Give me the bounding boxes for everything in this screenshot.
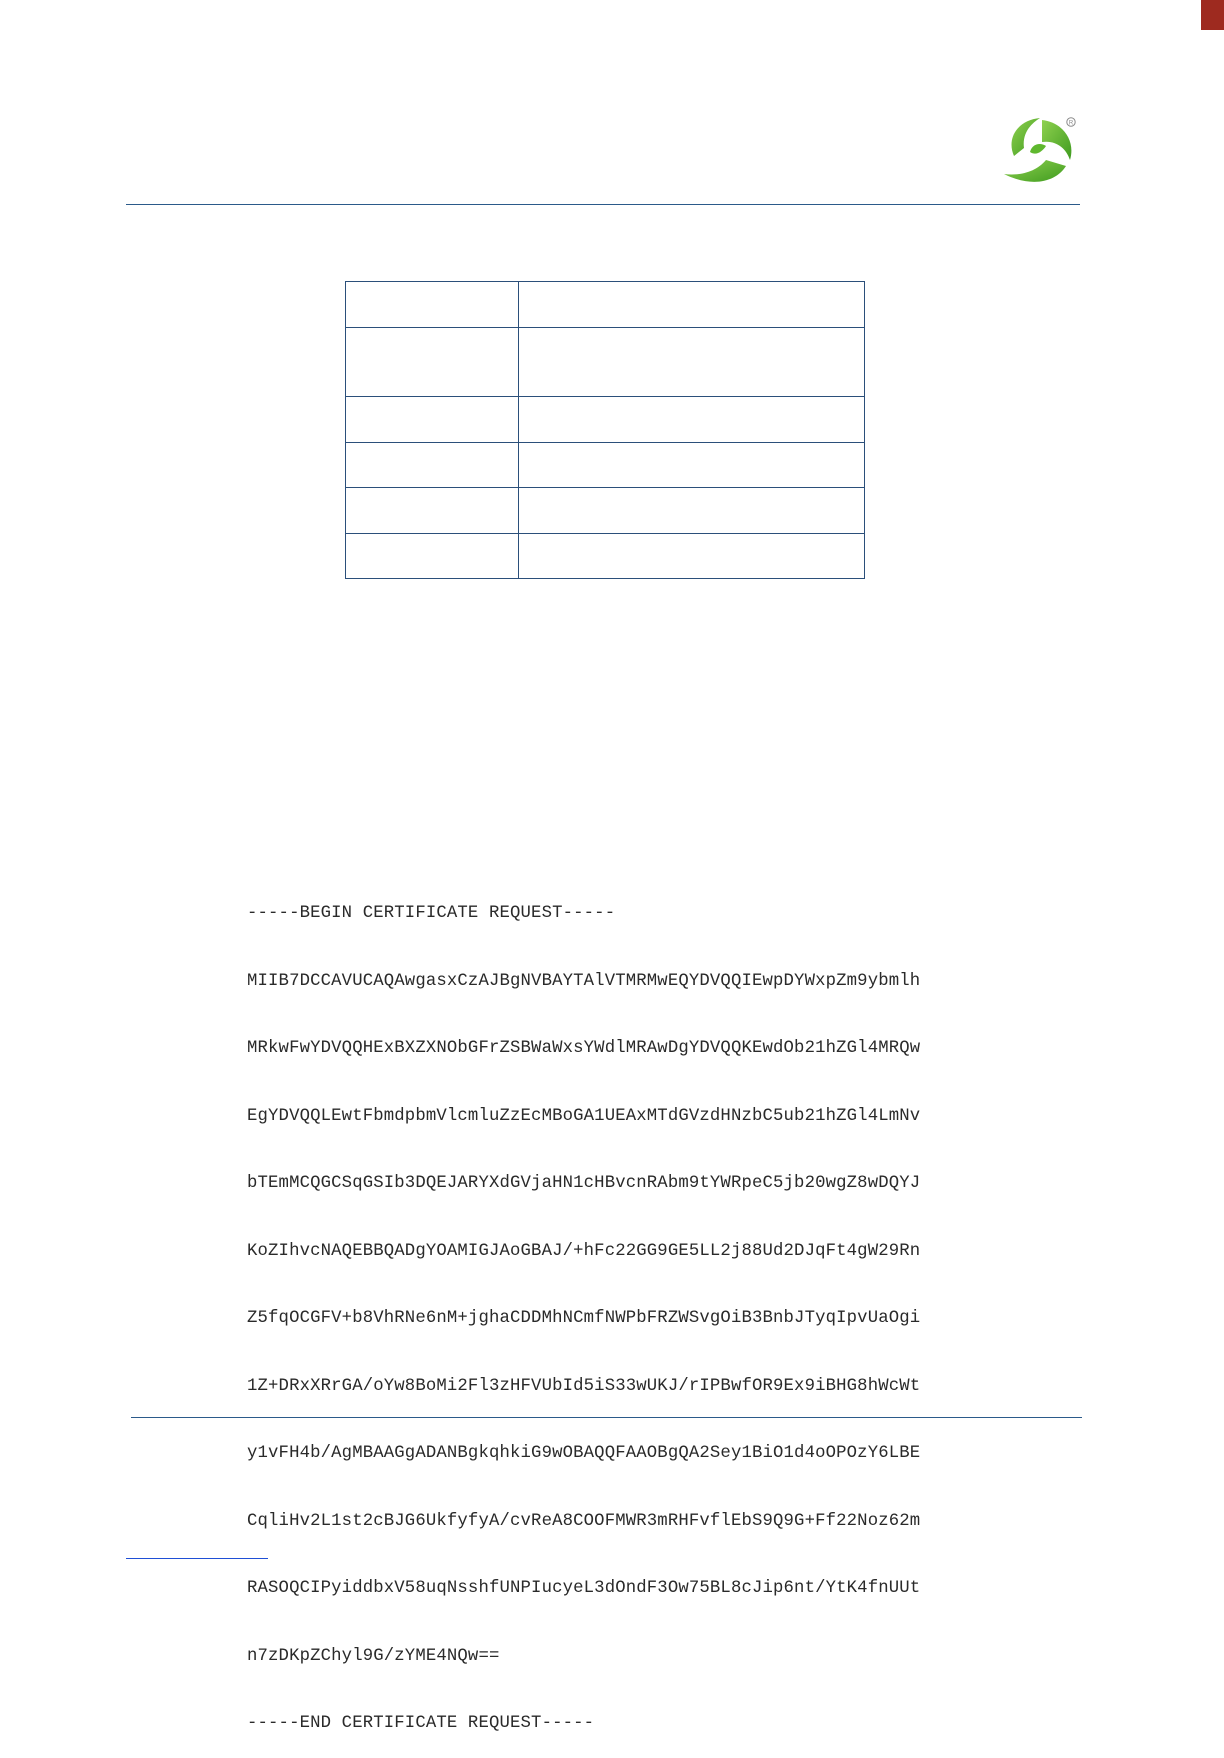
table-row (346, 328, 865, 397)
table-row (346, 534, 865, 579)
csr-line: y1vFH4b/AgMBAAGgADANBgkqhkiG9wOBAQQFAAOBgQA2Sey1BiO1d4oOPOzY6LBE (247, 1444, 921, 1463)
csr-line: n7zDKpZChyl9G/zYME4NQw== (247, 1646, 500, 1666)
table-cell-value (519, 328, 865, 397)
csr-line: KoZIhvcNAQEBBQADgYOAMIGJAoGBAJ/+hFc22GG9GE5LL2j88Ud2DJqFt4gW29Rn (247, 1241, 921, 1261)
csr-line: -----BEGIN CERTIFICATE REQUEST----- (247, 904, 616, 923)
table-cell-value (519, 443, 865, 488)
csr-line: EgYDVQQLEwtFbmdpbmVlcmluZzEcMBoGA1UEAxMTdGVzdHNzbC5ub21hZGl4LmNv (247, 1106, 921, 1126)
footer-rule (131, 1417, 1082, 1418)
green-swirl-logo-icon (996, 112, 1080, 186)
table-row (346, 488, 865, 534)
table-cell-value (519, 282, 865, 328)
table-cell-label (346, 488, 519, 534)
table-cell-label (346, 397, 519, 443)
csr-line: -----END CERTIFICATE REQUEST----- (247, 1714, 595, 1733)
csr-line: CqliHv2L1st2cBJG6UkfyfyA/cvReA8COOFMWR3mRHFvflEbS9Q9G+Ff22Noz62m (247, 1511, 921, 1531)
info-table (345, 281, 865, 579)
svg-text:R: R (1068, 120, 1074, 127)
csr-line: Z5fqOCGFV+b8VhRNe6nM+jghaCDDMhNCmfNWPbFRZWSvgOiB3BnbJTyqIpvUaOgi (247, 1309, 921, 1328)
table-cell-label (346, 282, 519, 328)
table-row (346, 443, 865, 488)
csr-line: MRkwFwYDVQQHExBXZXNObGFrZSBWaWxsYWdlMRAwDgYDVQQKEwdOb21hZGl4MRQw (247, 1039, 921, 1058)
table-cell-label (346, 443, 519, 488)
table-row (346, 282, 865, 328)
header-rule (126, 204, 1080, 205)
csr-line: MIIB7DCCAVUCAQAwgasxCzAJBgNVBAYTAlVTMRMwEQYDVQQIEwpDYWxpZm9ybmlh (247, 971, 921, 991)
table-cell-value (519, 488, 865, 534)
footer-link-underline (126, 1558, 268, 1559)
csr-line: 1Z+DRxXRrGA/oYw8BoMi2Fl3zHFVUbId5iS33wUKJ/rIPBwfOR9Ex9iBHG8hWcWt (247, 1376, 921, 1396)
csr-line: bTEmMCQGCSqGSIb3DQEJARYXdGVjaHN1cHBvcnRAbm9tYWRpeC5jb20wgZ8wDQYJ (247, 1174, 921, 1193)
table-cell-value (519, 397, 865, 443)
table-cell-value (519, 534, 865, 579)
table-cell-label (346, 328, 519, 397)
certificate-request-block (247, 858, 920, 1758)
csr-line: RASOQCIPyiddbxV58uqNsshfUNPIucyeL3dOndF3Ow75BL8cJip6nt/YtK4fnUUt (247, 1579, 921, 1598)
page-edge-bar (1201, 0, 1224, 30)
table-cell-label (346, 534, 519, 579)
table-row (346, 397, 865, 443)
